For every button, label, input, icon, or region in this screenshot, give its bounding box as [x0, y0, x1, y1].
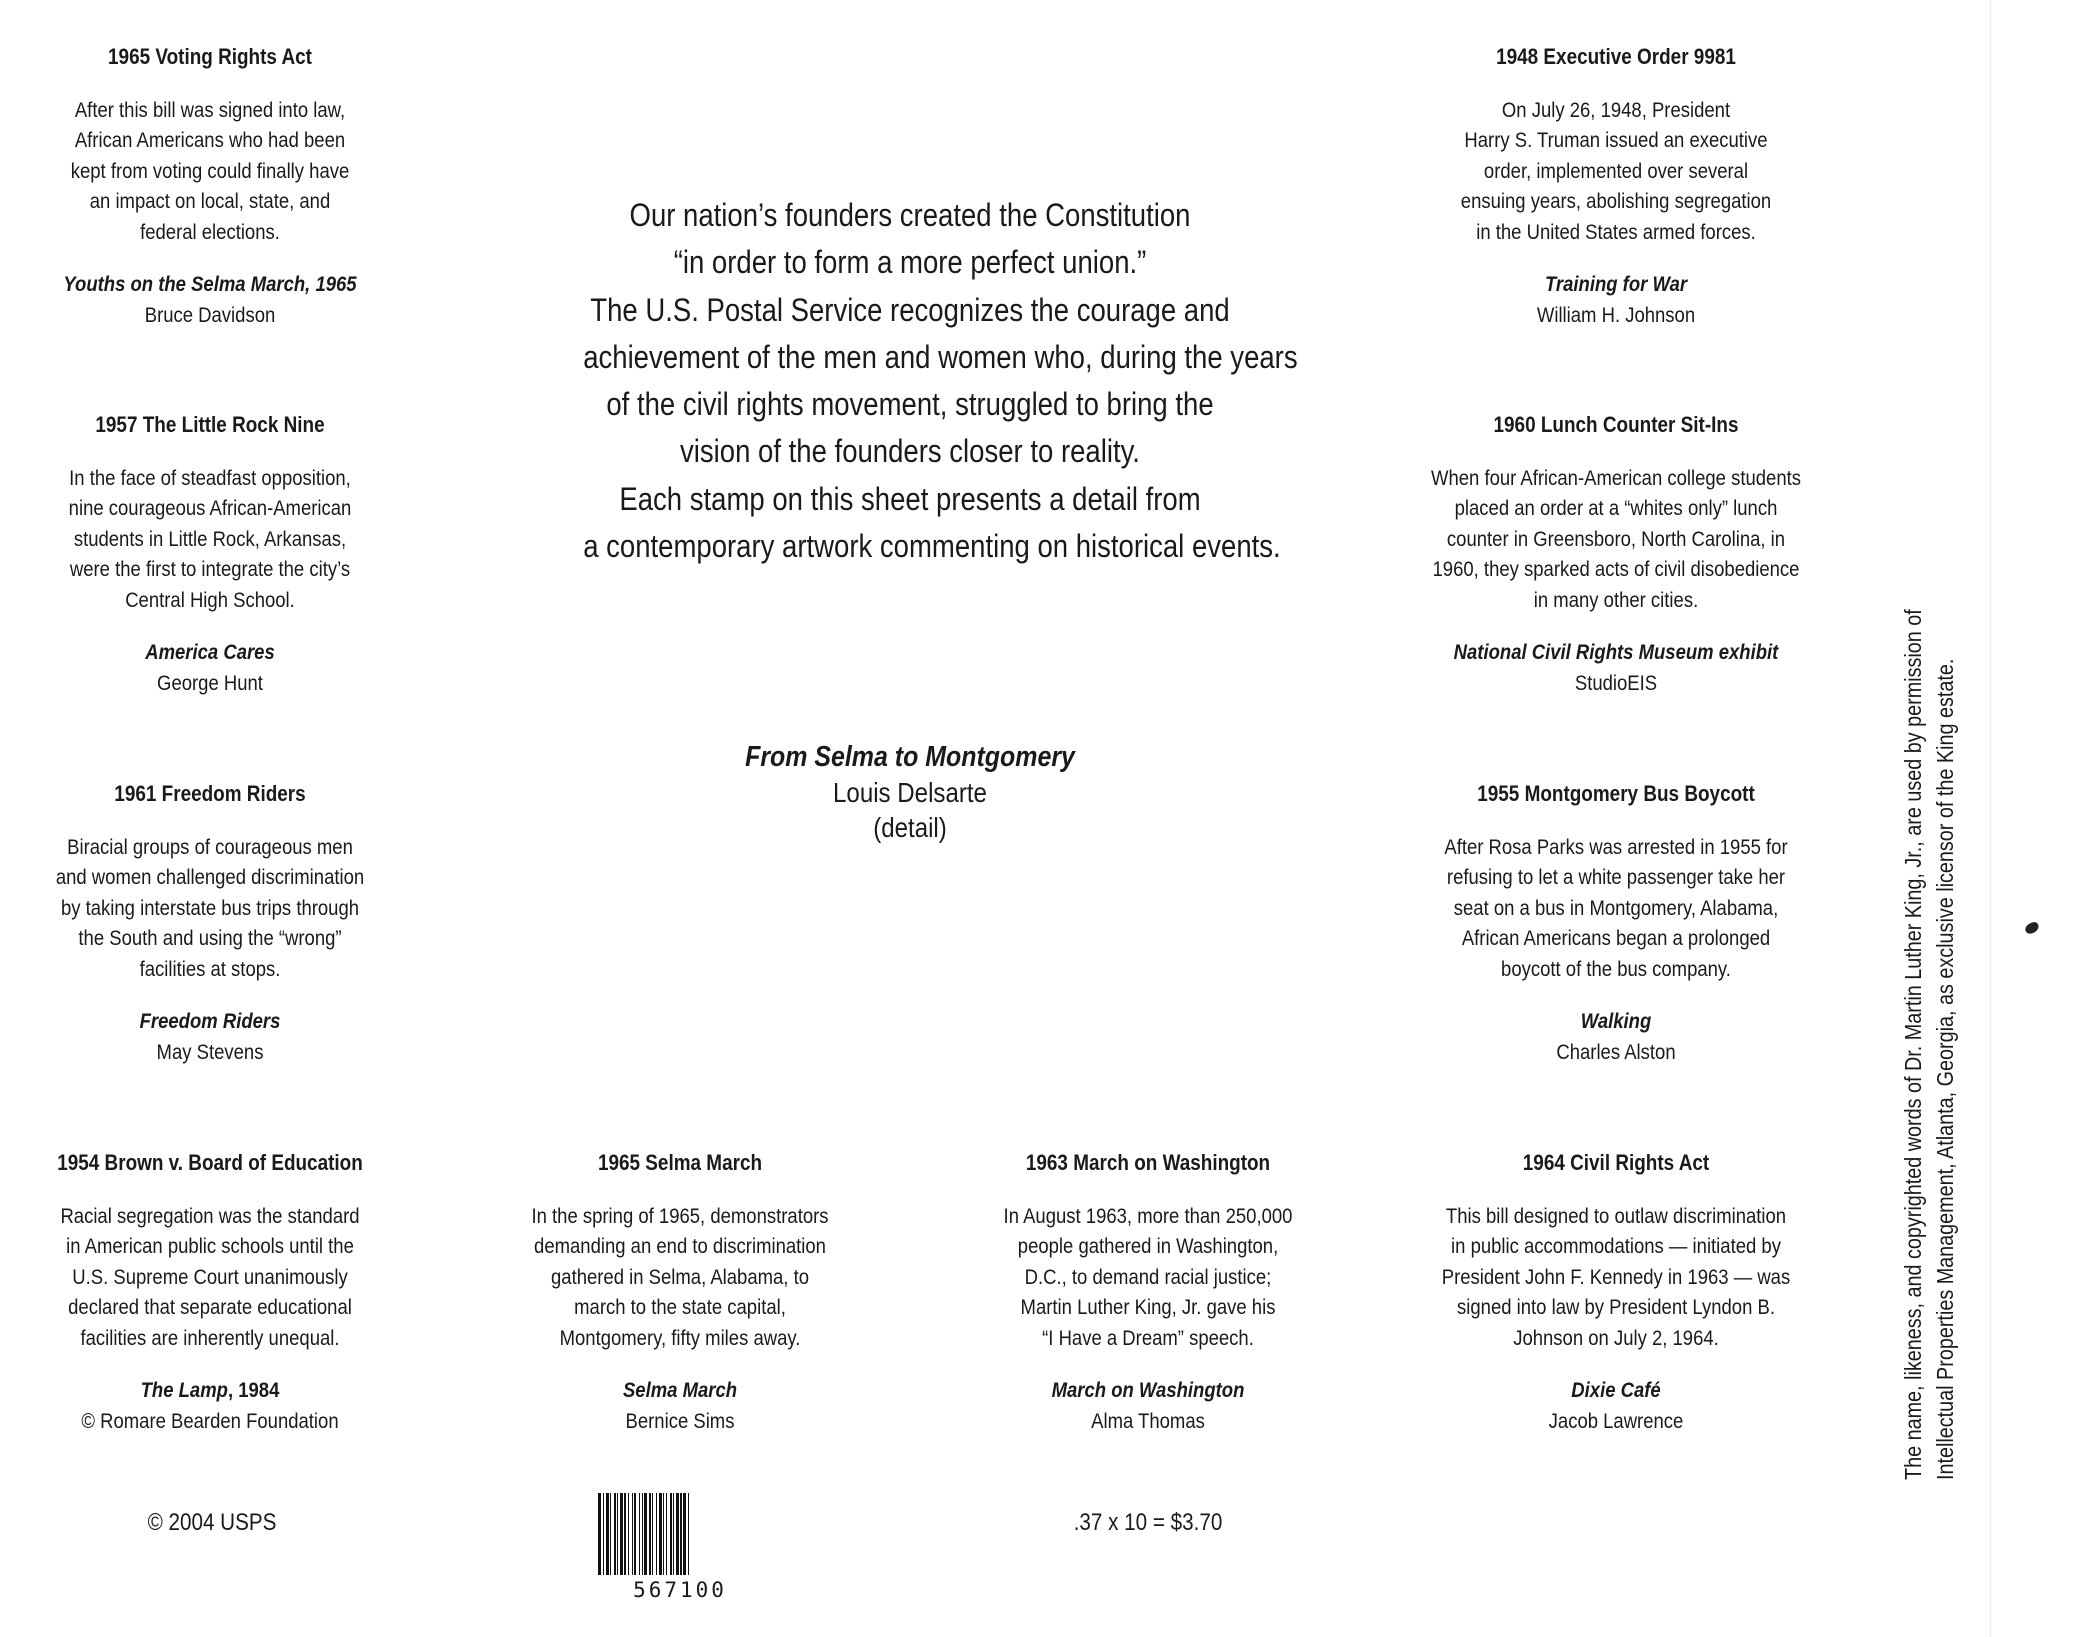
featured-artwork — [695, 740, 1125, 845]
artwork-title-line — [25, 1375, 395, 1406]
stamp-heading: 1960 Lunch Counter Sit-Ins — [1493, 412, 1739, 437]
artwork-title: National Civil Rights Museum exhibit — [1453, 640, 1779, 664]
featured-artwork-title: From Selma to Montgomery — [745, 741, 1075, 773]
artist-name: StudioEIS — [1574, 670, 1658, 695]
stamp-description: This bill designed to outlaw discrimination in public accommodations — initiated by President John F. Kennedy in 1963 — was signed into law by President Lyndon B. Johnson on July 2, 1964. — [1441, 1203, 1791, 1350]
stamp-heading: 1954 Brown v. Board of Education — [57, 1150, 363, 1175]
artwork-title: Selma March — [622, 1378, 738, 1402]
stamp-voting-rights-act — [38, 42, 382, 330]
stamp-selma-march — [508, 1148, 852, 1436]
featured-artist-name: Louis Delsarte — [833, 777, 987, 808]
artist-name: May Stevens — [156, 1039, 264, 1064]
artwork-title: March on Washington — [1051, 1378, 1245, 1402]
stamp-heading: 1955 Montgomery Bus Boycott — [1477, 781, 1755, 806]
artist-name: Bruce Davidson — [144, 302, 276, 327]
artist-name: Jacob Lawrence — [1548, 1408, 1684, 1433]
artist-name: Bernice Sims — [625, 1408, 735, 1433]
stamp-heading: 1963 March on Washington — [1025, 1150, 1271, 1175]
permission-notice: The name, likeness, and copyrighted words of Dr. Martin Luther King, Jr., are used by permission of Intellectual Properties Management, Atlanta, Georgia, as exclusive licensor of the King estate. — [1900, 609, 1958, 1480]
barcode — [598, 1493, 762, 1575]
stamp-lunch-counter-sit-ins — [1410, 410, 1823, 698]
stamp-civil-rights-act — [1431, 1148, 1801, 1436]
stamp-freedom-riders — [38, 779, 382, 1067]
stamp-heading: 1965 Voting Rights Act — [108, 44, 312, 69]
featured-artwork-note: (detail) — [873, 812, 947, 843]
stamp-description: In the face of steadfast opposition, nine courageous African-American students in Little Rock, Arkansas, were the first to integrate the city’s Central High School. — [68, 465, 352, 612]
copyright-notice: © 2004 USPS — [147, 1509, 277, 1536]
artwork-year: , 1984 — [227, 1378, 280, 1402]
stamp-description: After this bill was signed into law, African Americans who had been kept from voting could finally have an impact on local, state, and federal elections. — [70, 97, 350, 244]
stamp-description: On July 26, 1948, President Harry S. Truman issued an executive order, implemented over several ensuing years, abolishing segregation in the United States armed forces. — [1460, 97, 1772, 244]
artwork-title: Youths on the Selma March, 1965 — [63, 272, 357, 296]
artist-name: William H. Johnson — [1536, 302, 1696, 327]
stamp-little-rock-nine — [38, 410, 382, 698]
barcode-number: 567100 — [633, 1578, 727, 1602]
intro-text: Our nation’s founders created the Constitution “in order to form a more perfect union.” The U.S. Postal Service recognizes the courage and achievement of the men and women who, during the years of the civil rights movement, struggled to bring the vision of the founders closer to reality. Each stamp on this sheet presents a detail from a contemporary artwork commenting on historical events. — [583, 197, 1298, 565]
stamp-heading: 1964 Civil Rights Act — [1522, 1150, 1710, 1175]
price-calculation: .37 x 10 = $3.70 — [1073, 1509, 1223, 1536]
stamp-description: Racial segregation was the standard in American public schools until the U.S. Supreme Court unanimously declared that separate educational facilities are inherently unequal. — [60, 1203, 360, 1350]
stamp-march-on-washington — [976, 1148, 1320, 1436]
stamp-executive-order-9981 — [1431, 42, 1801, 330]
stamp-brown-v-board — [25, 1148, 395, 1436]
artwork-title: Training for War — [1544, 272, 1688, 296]
stamp-montgomery-bus-boycott — [1431, 779, 1801, 1067]
artwork-title: America Cares — [145, 640, 275, 664]
sheet-edge — [1990, 0, 1991, 1637]
stamp-heading: 1961 Freedom Riders — [114, 781, 306, 806]
stamp-description: In the spring of 1965, demonstrators demanding an end to discrimination gathered in Selma, Alabama, to march to the state capital, Montgomery, fifty miles away. — [531, 1203, 829, 1350]
artist-name: Alma Thomas — [1091, 1408, 1205, 1433]
stamp-heading: 1957 The Little Rock Nine — [95, 412, 325, 437]
artwork-title: Walking — [1580, 1009, 1652, 1033]
stamp-heading: 1948 Executive Order 9981 — [1496, 44, 1736, 69]
artist-name: Charles Alston — [1556, 1039, 1676, 1064]
artwork-title: The Lamp — [140, 1378, 228, 1402]
artist-name: George Hunt — [157, 670, 263, 695]
artwork-title: Dixie Café — [1571, 1378, 1661, 1402]
artist-name: © Romare Bearden Foundation — [81, 1408, 339, 1433]
stamp-description: In August 1963, more than 250,000 people gathered in Washington, D.C., to demand racial justice; Martin Luther King, Jr. gave his “I Have a Dream” speech. — [1003, 1203, 1293, 1350]
artwork-title: Freedom Riders — [139, 1009, 281, 1033]
ink-speck — [2024, 921, 2041, 936]
stamp-description: After Rosa Parks was arrested in 1955 for refusing to let a white passenger take her seat on a bus in Montgomery, Alabama, African Americans began a prolonged boycott of the bus company. — [1444, 834, 1788, 981]
stamp-description: When four African-American college students placed an order at a “whites only” lunch counter in Greensboro, North Carolina, in 1960, they sparked acts of civil disobedience in many other cities. — [1431, 465, 1801, 612]
stamp-description: Biracial groups of courageous men and women challenged discrimination by taking interstate bus trips through the South and using the “wrong” facilities at stops. — [55, 834, 365, 981]
stamp-heading: 1965 Selma March — [597, 1150, 763, 1175]
